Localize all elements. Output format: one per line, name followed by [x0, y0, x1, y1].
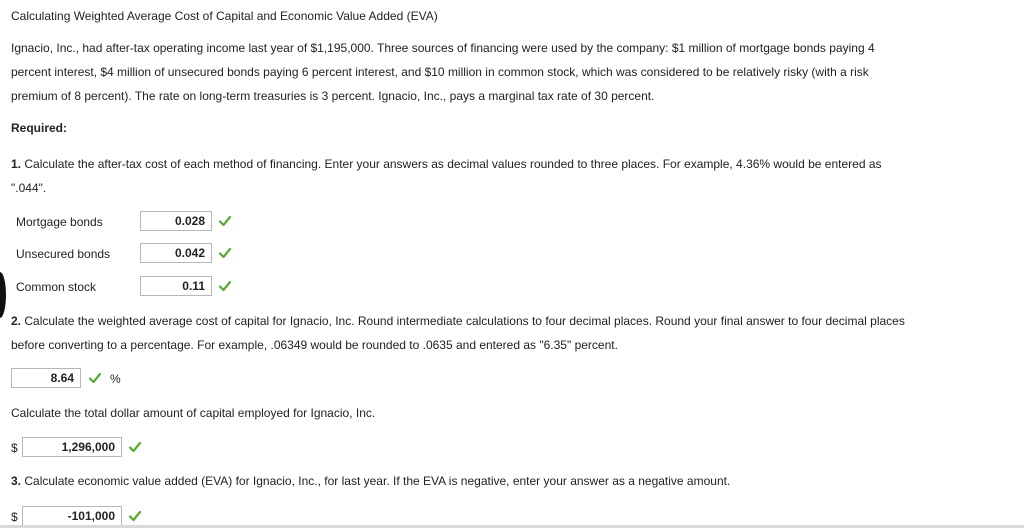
mortgage-bonds-label: Mortgage bonds — [16, 215, 103, 229]
wacc-input[interactable]: 8.64 — [11, 368, 81, 388]
question-3 — [11, 469, 1001, 493]
question-1-text: Calculate the after-tax cost of each method of financing. Enter your answers as decimal values rounded to three places. For example, 4.36% would be entered as — [21, 157, 882, 171]
check-icon — [218, 214, 232, 228]
question-2-text-line-2: before converting to a percentage. For example, .06349 would be rounded to .0635 and entered as "6.35" percent. — [11, 338, 618, 352]
intro-line-3: premium of 8 percent). The rate on long-term treasuries is 3 percent. Ignacio, Inc., pays a marginal tax rate of 30 percent. — [11, 89, 655, 103]
question-1-number: 1. — [11, 157, 22, 171]
question-1 — [11, 152, 1001, 200]
common-stock-input[interactable]: 0.11 — [140, 276, 212, 296]
capital-currency-symbol: $ — [11, 441, 18, 455]
check-icon — [218, 279, 232, 293]
problem-intro — [11, 36, 1001, 108]
capital-prompt: Calculate the total dollar amount of capital employed for Ignacio, Inc. — [11, 406, 376, 420]
question-2 — [11, 309, 1001, 357]
unsecured-bonds-label: Unsecured bonds — [16, 247, 111, 261]
check-icon — [128, 440, 142, 454]
left-edge-marker — [0, 272, 6, 318]
mortgage-bonds-input[interactable]: 0.028 — [140, 211, 212, 231]
question-3-text: Calculate economic value added (EVA) for Ignacio, Inc., for last year. If the EVA is negative, enter your answer as a negative amount. — [21, 474, 731, 488]
intro-line-1: Ignacio, Inc., had after-tax operating income last year of $1,195,000. Three sources of financing were used by the company: $1 million of mortgage bonds paying 4 — [11, 41, 875, 55]
total-capital-input[interactable]: 1,296,000 — [22, 437, 122, 457]
unsecured-bonds-input[interactable]: 0.042 — [140, 243, 212, 263]
percent-unit: % — [110, 372, 121, 386]
question-1-text-line-2: ".044". — [11, 181, 47, 195]
question-3-number: 3. — [11, 474, 22, 488]
question-2-number: 2. — [11, 314, 22, 328]
required-heading: Required: — [11, 121, 68, 135]
intro-line-2: percent interest, $4 million of unsecured bonds paying 6 percent interest, and $10 million in common stock, which was considered to be relatively risky (with a risk — [11, 65, 869, 79]
question-2-text: Calculate the weighted average cost of capital for Ignacio, Inc. Round intermediate calculations to four decimal places. Round your final answer to four decimal places — [21, 314, 905, 328]
eva-input[interactable]: -101,000 — [22, 506, 122, 526]
check-icon — [88, 371, 102, 385]
check-icon — [128, 509, 142, 523]
page-title: Calculating Weighted Average Cost of Capital and Economic Value Added (EVA) — [11, 9, 438, 23]
common-stock-label: Common stock — [16, 280, 97, 294]
check-icon — [218, 246, 232, 260]
eva-currency-symbol: $ — [11, 510, 18, 524]
